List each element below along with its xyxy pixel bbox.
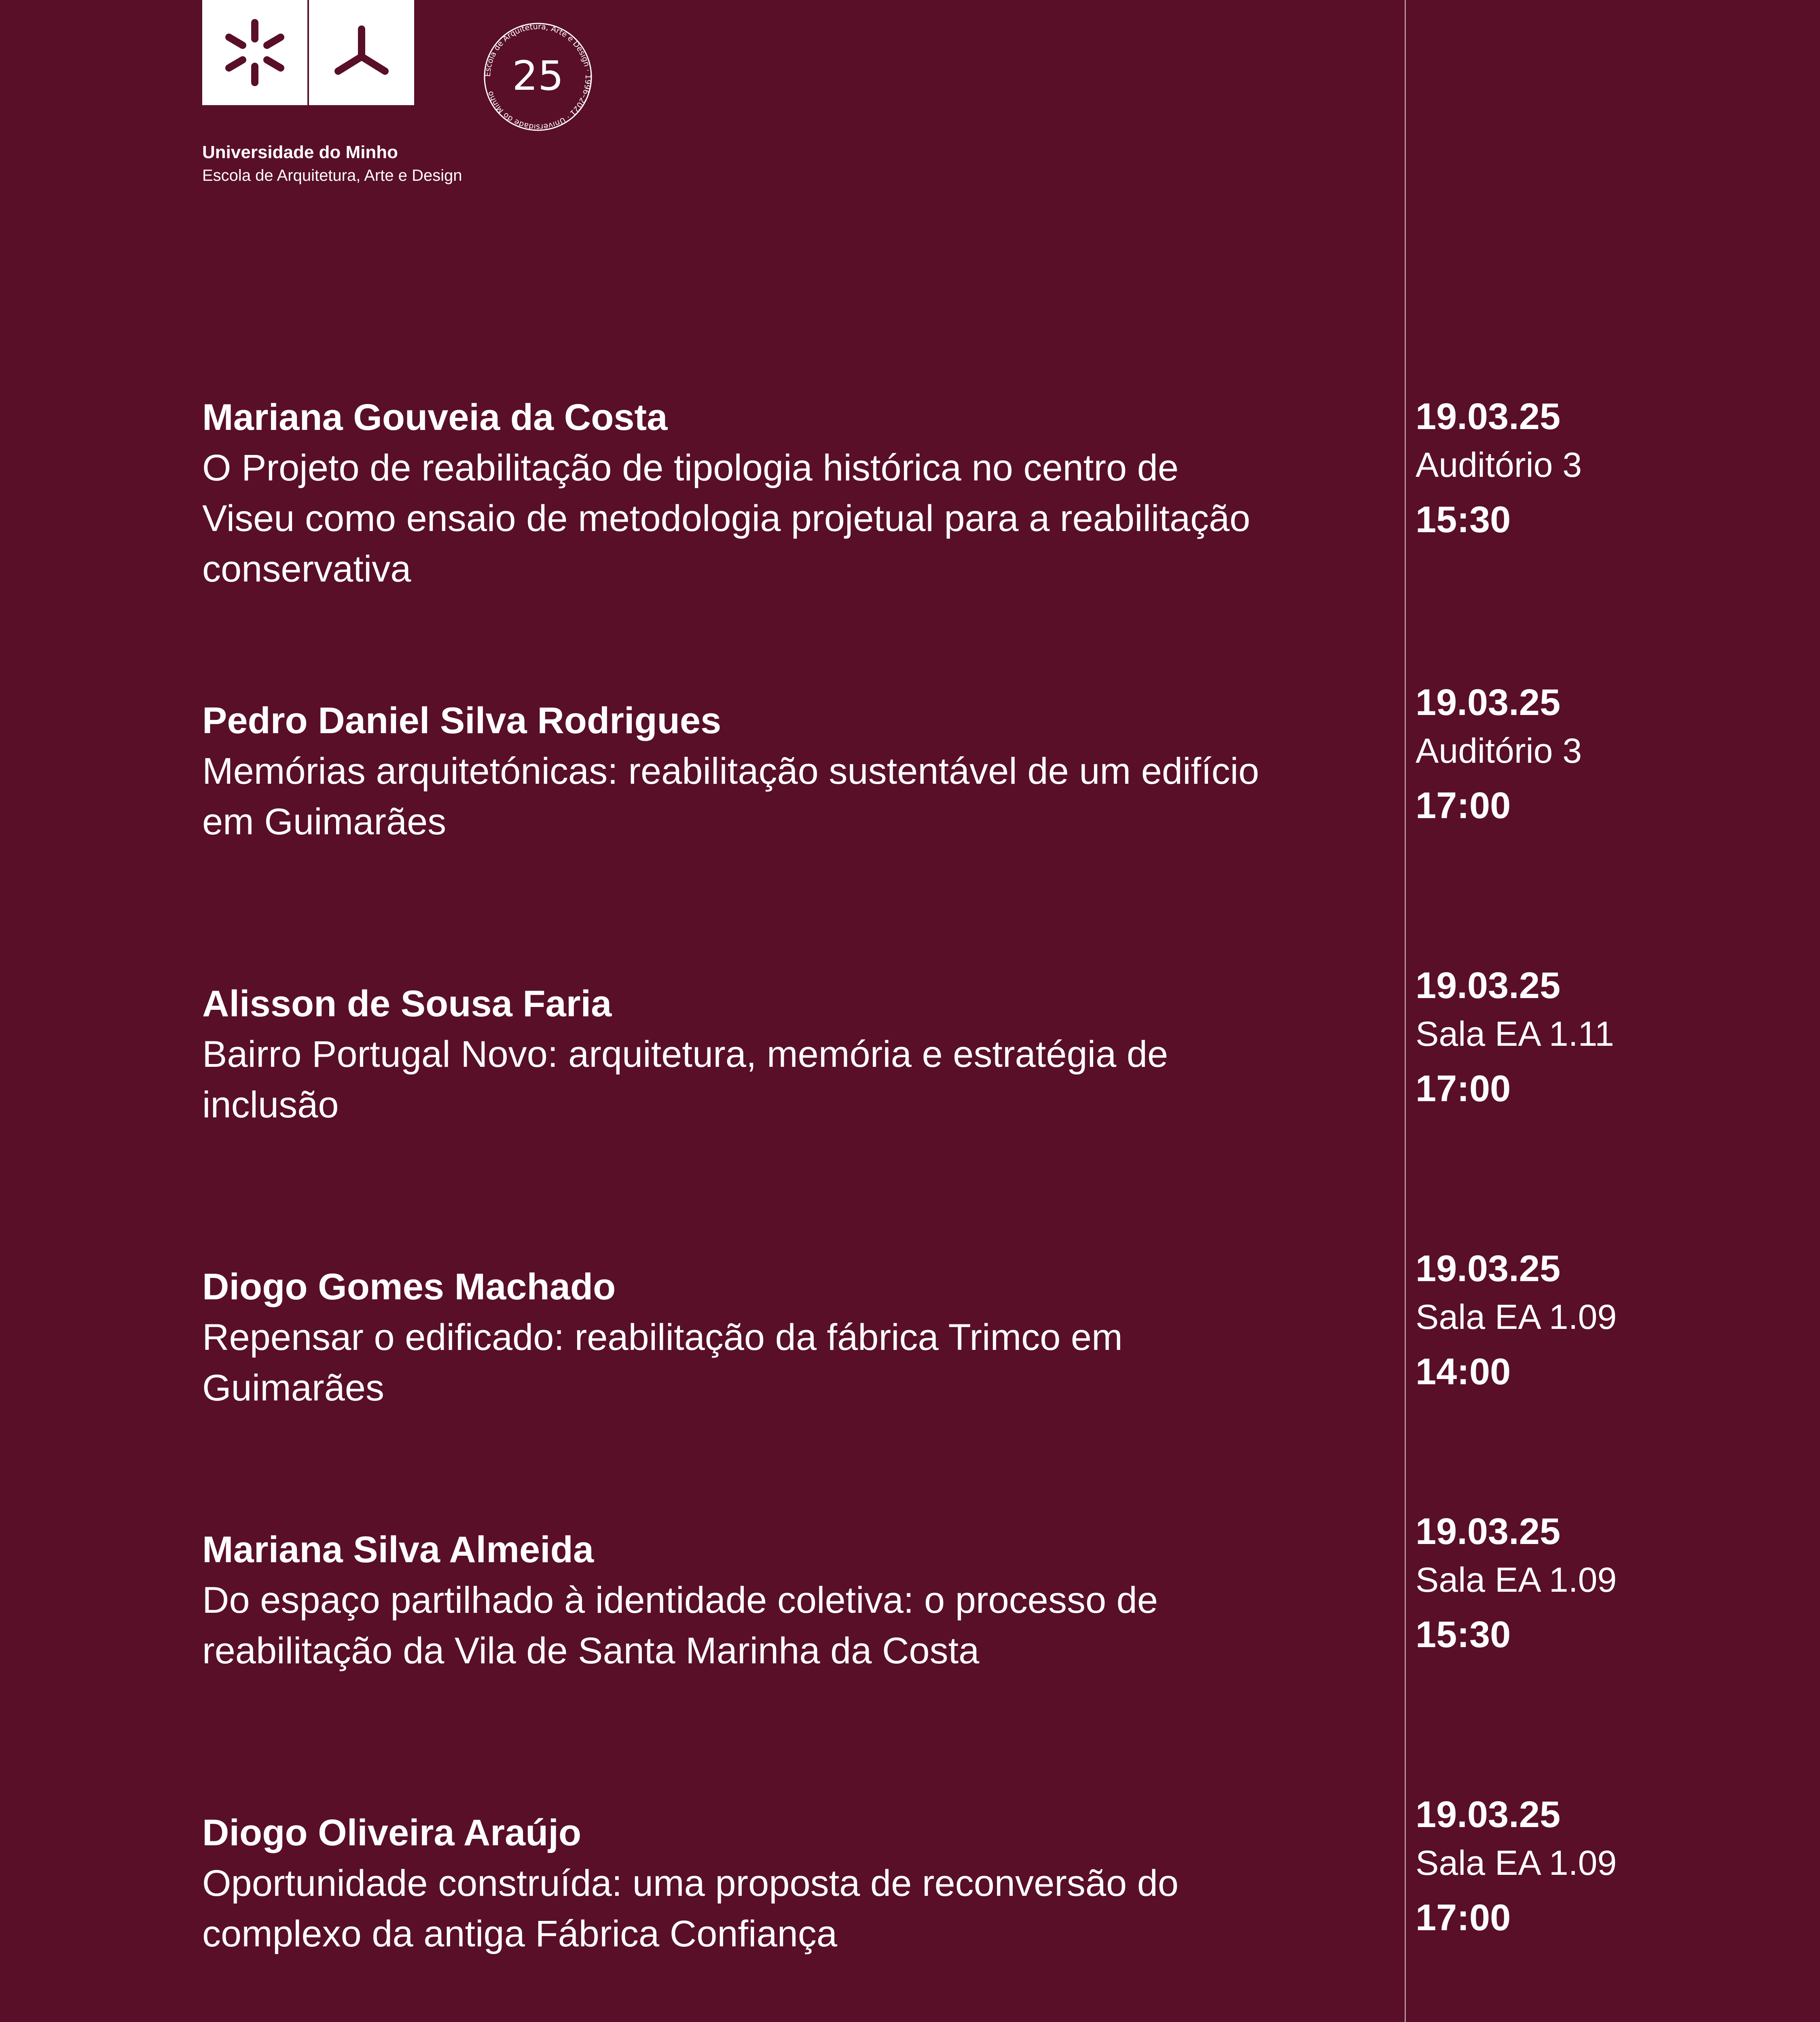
presentation-time: 17:00 [1416,1897,1511,1938]
presentation-title: Repensar o edificado: reabilitação da fábrica Trimco em Guimarães [202,1317,1123,1409]
presentation-schedule [1416,680,1800,834]
presentation-date: 19.03.25 [1416,682,1561,723]
presenter-name: Diogo Gomes Machado [202,1266,616,1307]
presenter-name: Mariana Silva Almeida [202,1529,594,1570]
presentation-title: Bairro Portugal Novo: arquitetura, memória e estratégia de inclusão [202,1034,1168,1125]
presentation-date: 19.03.25 [1416,396,1561,437]
presenter-name: Alisson de Sousa Faria [202,983,612,1024]
presentation-room: Auditório 3 [1416,732,1582,770]
presentation-schedule [1416,963,1800,1117]
presentation-room: Auditório 3 [1416,446,1582,484]
presentation-schedule [1416,1509,1800,1663]
anniversary-number: 25 [512,52,564,99]
school-logo-icon [309,0,414,105]
presentation-date: 19.03.25 [1416,965,1561,1006]
presentation-schedule [1416,394,1800,548]
presentation-room: Sala EA 1.11 [1416,1015,1614,1053]
presentation-time: 15:30 [1416,1614,1511,1655]
university-name: Universidade do Minho [202,142,398,162]
presentation-room: Sala EA 1.09 [1416,1561,1617,1599]
anniversary-seal-icon [477,16,599,137]
presentation-date: 19.03.25 [1416,1248,1561,1289]
school-name: Escola de Arquitetura, Arte e Design [202,167,462,184]
presentation-entry [202,696,1270,847]
presentation-entry [202,979,1270,1130]
presentation-title: Memórias arquitetónicas: reabilitação sustentável de um edifício em Guimarães [202,751,1259,842]
presentation-room: Sala EA 1.09 [1416,1844,1617,1882]
presentation-schedule [1416,1792,1800,1946]
presentation-entry [202,392,1270,594]
presentation-title: Oportunidade construída: uma proposta de reconversão do complexo da antiga Fábrica Confiança [202,1863,1179,1954]
presenter-name: Pedro Daniel Silva Rodrigues [202,700,722,741]
presentation-entry [202,1262,1270,1413]
presenter-name: Mariana Gouveia da Costa [202,397,668,438]
university-logo-icon [202,0,307,105]
presentation-time: 14:00 [1416,1351,1511,1392]
presentation-time: 15:30 [1416,499,1511,540]
presentation-schedule [1416,1246,1800,1400]
presentation-time: 17:00 [1416,1068,1511,1109]
presentation-entry [202,1808,1270,1959]
presentation-room: Sala EA 1.09 [1416,1298,1617,1337]
presentation-date: 19.03.25 [1416,1794,1561,1835]
presentation-date: 19.03.25 [1416,1511,1561,1552]
vertical-divider [1405,0,1406,2022]
presentation-title: O Projeto de reabilitação de tipologia histórica no centro de Viseu como ensaio de metodologia projetual para a reabilitação conservativa [202,447,1251,590]
presentation-time: 17:00 [1416,785,1511,826]
presentation-title: Do espaço partilhado à identidade coletiva: o processo de reabilitação da Vila de Santa Marinha da Costa [202,1580,1158,1671]
presenter-name: Diogo Oliveira Araújo [202,1812,582,1853]
presentation-entry [202,1525,1270,1676]
anniversary-ring-text: Escola de Arquitetura, Arte e Design · 1996–2021 · Universidade do Minho [483,22,593,132]
